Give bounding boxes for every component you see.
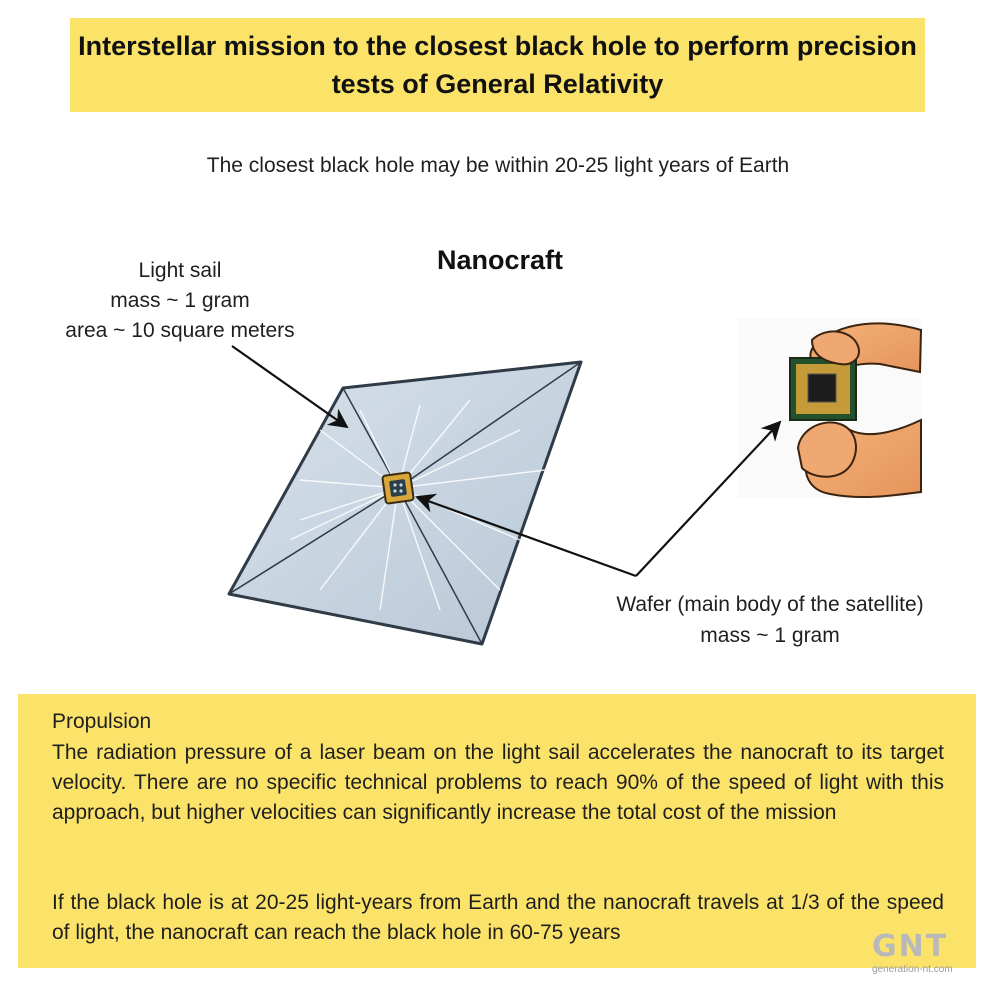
light-sail-illustration [229, 362, 581, 644]
propulsion-heading: Propulsion [52, 710, 152, 733]
wafer-mass: mass ~ 1 gram [700, 624, 840, 647]
nanocraft-label: Nanocraft [436, 245, 564, 275]
light-sail-area: area ~ 10 square meters [65, 319, 295, 342]
propulsion-info-box [18, 694, 976, 968]
page-title: Interstellar mission to the closest black hole to perform precision tests of General Relativity [78, 31, 917, 99]
wafer-title: Wafer (main body of the satellite) [616, 593, 924, 616]
subtitle: The closest black hole may be within 20-25 light years of Earth [206, 154, 790, 177]
light-sail-title: Light sail [138, 259, 222, 282]
travel-time-paragraph: If the black hole is at 20-25 light-years from Earth and the nanocraft travels at 1/3 of the speed of light, the nanocraft can reach the black hole in 60-75 years [52, 891, 944, 944]
propulsion-paragraph: The radiation pressure of a laser beam on the light sail accelerates the nanocraft to its target velocity. There are no specific technical problems to reach 90% of the speed of light with this approach, but higher velocities can significantly increase the total cost of the mission [52, 741, 944, 824]
watermark-site: generation-nt.com [872, 964, 953, 975]
watermark-logo-text: GNT [872, 929, 949, 964]
hand-holding-chip-illustration [790, 323, 921, 497]
wafer-chip-on-sail [382, 472, 414, 504]
sail-arrow [232, 346, 347, 427]
wafer-label [570, 589, 970, 651]
wafer-arrow-to-photo [636, 422, 780, 576]
light-sail-mass: mass ~ 1 gram [110, 289, 250, 312]
watermark-logo [872, 929, 982, 978]
